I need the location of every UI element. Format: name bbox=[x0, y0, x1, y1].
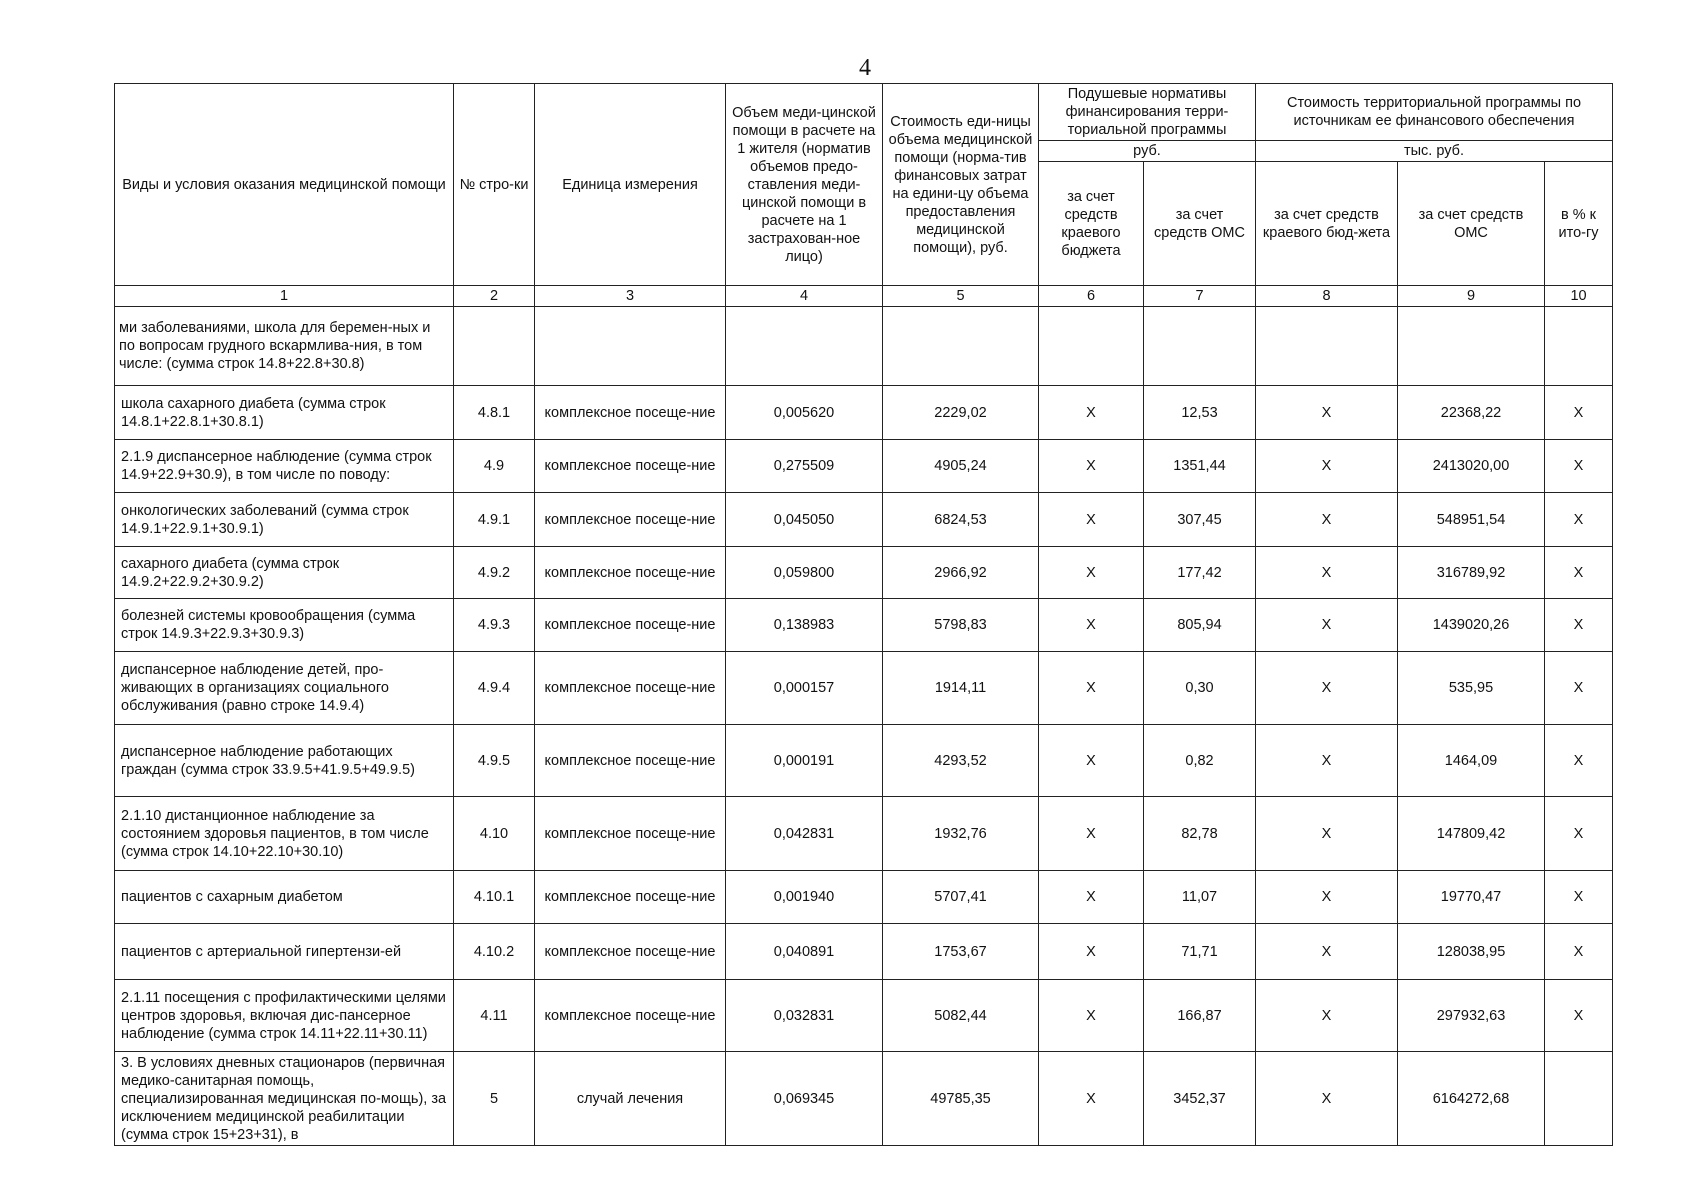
row-volume: 0,005620 bbox=[726, 386, 883, 440]
row-unit-cost: 1932,76 bbox=[883, 797, 1039, 871]
row-percent bbox=[1545, 1052, 1613, 1146]
row-line-number: 4.10.2 bbox=[454, 924, 535, 980]
header-norm-regional-budget: за счет средств краевого бюджета bbox=[1039, 162, 1144, 286]
header-program-cost-group: Стоимость территориальной программы по источникам ее финансового обеспечения bbox=[1256, 84, 1613, 141]
header-norm-oms: за счет средств ОМС bbox=[1144, 162, 1256, 286]
row-norm-regional-budget: X bbox=[1039, 797, 1144, 871]
row-norm-oms: 0,30 bbox=[1144, 652, 1256, 725]
row-unit: комплексное посеще-ние bbox=[535, 924, 726, 980]
row-unit-cost: 2966,92 bbox=[883, 547, 1039, 599]
column-number: 5 bbox=[883, 286, 1039, 307]
row-name: 2.1.10 дистанционное наблюдение за состоянием здоровья пациентов, в том числе (сумма строк 14.10+22.10+30.10) bbox=[115, 797, 454, 871]
row-norm-oms: 166,87 bbox=[1144, 980, 1256, 1052]
row-percent: X bbox=[1545, 871, 1613, 924]
row-volume: 0,069345 bbox=[726, 1052, 883, 1146]
header-type-of-care: Виды и условия оказания медицинской помощи bbox=[115, 84, 454, 286]
column-number: 10 bbox=[1545, 286, 1613, 307]
column-number: 8 bbox=[1256, 286, 1398, 307]
row-unit-cost: 4293,52 bbox=[883, 725, 1039, 797]
row-unit: случай лечения bbox=[535, 1052, 726, 1146]
row-total-oms: 316789,92 bbox=[1398, 547, 1545, 599]
row-percent: X bbox=[1545, 493, 1613, 547]
row-unit: комплексное посеще-ние bbox=[535, 725, 726, 797]
row-unit: комплексное посеще-ние bbox=[535, 797, 726, 871]
column-number: 9 bbox=[1398, 286, 1545, 307]
row-norm-oms: 177,42 bbox=[1144, 547, 1256, 599]
row-norm-oms: 12,53 bbox=[1144, 386, 1256, 440]
row-norm-oms: 3452,37 bbox=[1144, 1052, 1256, 1146]
row-line-number bbox=[454, 307, 535, 386]
row-unit: комплексное посеще-ние bbox=[535, 386, 726, 440]
table-row bbox=[115, 725, 1613, 797]
column-number: 2 bbox=[454, 286, 535, 307]
column-number-row bbox=[115, 286, 1613, 307]
row-line-number: 4.9.5 bbox=[454, 725, 535, 797]
row-volume: 0,045050 bbox=[726, 493, 883, 547]
row-volume: 0,000157 bbox=[726, 652, 883, 725]
table-row bbox=[115, 386, 1613, 440]
row-volume: 0,059800 bbox=[726, 547, 883, 599]
row-norm-oms: 307,45 bbox=[1144, 493, 1256, 547]
row-total-oms bbox=[1398, 307, 1545, 386]
table-row bbox=[115, 440, 1613, 493]
row-norm-oms: 11,07 bbox=[1144, 871, 1256, 924]
row-norm-regional-budget bbox=[1039, 307, 1144, 386]
row-line-number: 4.9.4 bbox=[454, 652, 535, 725]
row-total-regional-budget: X bbox=[1256, 547, 1398, 599]
row-line-number: 5 bbox=[454, 1052, 535, 1146]
row-total-oms: 548951,54 bbox=[1398, 493, 1545, 547]
row-line-number: 4.9.3 bbox=[454, 599, 535, 652]
row-name: онкологических заболеваний (сумма строк 14.9.1+22.9.1+30.9.1) bbox=[115, 493, 454, 547]
row-unit-cost: 1914,11 bbox=[883, 652, 1039, 725]
table-row bbox=[115, 924, 1613, 980]
row-name: школа сахарного диабета (сумма строк 14.8.1+22.8.1+30.8.1) bbox=[115, 386, 454, 440]
row-volume: 0,040891 bbox=[726, 924, 883, 980]
header-line-number: № стро-ки bbox=[454, 84, 535, 286]
row-percent bbox=[1545, 307, 1613, 386]
row-unit: комплексное посеще-ние bbox=[535, 652, 726, 725]
row-norm-regional-budget: X bbox=[1039, 386, 1144, 440]
row-total-oms: 1439020,26 bbox=[1398, 599, 1545, 652]
row-norm-regional-budget: X bbox=[1039, 725, 1144, 797]
row-name: диспансерное наблюдение детей, про-живающих в организациях социального обслуживания (равно строке 14.9.4) bbox=[115, 652, 454, 725]
row-total-regional-budget: X bbox=[1256, 493, 1398, 547]
row-unit: комплексное посеще-ние bbox=[535, 871, 726, 924]
row-total-oms: 2413020,00 bbox=[1398, 440, 1545, 493]
row-unit-cost: 49785,35 bbox=[883, 1052, 1039, 1146]
header-normatives-group: Подушевые нормативы финансирования терри-ториальной программы bbox=[1039, 84, 1256, 141]
row-volume: 0,032831 bbox=[726, 980, 883, 1052]
program-cost-table bbox=[114, 83, 1613, 1146]
column-number: 1 bbox=[115, 286, 454, 307]
column-number: 6 bbox=[1039, 286, 1144, 307]
row-percent: X bbox=[1545, 547, 1613, 599]
table-row bbox=[115, 599, 1613, 652]
row-name: сахарного диабета (сумма строк 14.9.2+22.9.2+30.9.2) bbox=[115, 547, 454, 599]
row-name: ми заболеваниями, школа для беремен-ных и по вопросам грудного вскармлива-ния, в том числе: (сумма строк 14.8+22.8+30.8) bbox=[115, 307, 454, 386]
header-unit: Единица измерения bbox=[535, 84, 726, 286]
row-unit-cost: 2229,02 bbox=[883, 386, 1039, 440]
row-unit-cost: 1753,67 bbox=[883, 924, 1039, 980]
row-total-regional-budget: X bbox=[1256, 440, 1398, 493]
row-name: болезней системы кровообращения (сумма строк 14.9.3+22.9.3+30.9.3) bbox=[115, 599, 454, 652]
row-total-oms: 297932,63 bbox=[1398, 980, 1545, 1052]
row-unit-cost: 5798,83 bbox=[883, 599, 1039, 652]
row-norm-regional-budget: X bbox=[1039, 924, 1144, 980]
row-name: 2.1.9 диспансерное наблюдение (сумма строк 14.9+22.9+30.9), в том числе по поводу: bbox=[115, 440, 454, 493]
row-norm-oms: 1351,44 bbox=[1144, 440, 1256, 493]
row-unit: комплексное посеще-ние bbox=[535, 599, 726, 652]
row-norm-regional-budget: X bbox=[1039, 652, 1144, 725]
table-row bbox=[115, 797, 1613, 871]
row-line-number: 4.10 bbox=[454, 797, 535, 871]
row-norm-regional-budget: X bbox=[1039, 493, 1144, 547]
row-total-regional-budget: X bbox=[1256, 725, 1398, 797]
row-total-regional-budget bbox=[1256, 307, 1398, 386]
row-norm-oms: 71,71 bbox=[1144, 924, 1256, 980]
row-line-number: 4.10.1 bbox=[454, 871, 535, 924]
row-total-oms: 128038,95 bbox=[1398, 924, 1545, 980]
row-name: пациентов с сахарным диабетом bbox=[115, 871, 454, 924]
row-total-oms: 147809,42 bbox=[1398, 797, 1545, 871]
table-row bbox=[115, 547, 1613, 599]
row-norm-regional-budget: X bbox=[1039, 980, 1144, 1052]
row-total-regional-budget: X bbox=[1256, 599, 1398, 652]
header-program-cost-unit: тыс. руб. bbox=[1256, 141, 1613, 162]
row-total-regional-budget: X bbox=[1256, 797, 1398, 871]
row-unit-cost: 6824,53 bbox=[883, 493, 1039, 547]
column-number: 4 bbox=[726, 286, 883, 307]
row-volume: 0,042831 bbox=[726, 797, 883, 871]
row-line-number: 4.11 bbox=[454, 980, 535, 1052]
row-total-oms: 22368,22 bbox=[1398, 386, 1545, 440]
header-total-oms: за счет средств ОМС bbox=[1398, 162, 1545, 286]
row-percent: X bbox=[1545, 440, 1613, 493]
row-unit-cost bbox=[883, 307, 1039, 386]
row-percent: X bbox=[1545, 797, 1613, 871]
row-total-regional-budget: X bbox=[1256, 924, 1398, 980]
row-line-number: 4.9 bbox=[454, 440, 535, 493]
row-volume: 0,001940 bbox=[726, 871, 883, 924]
row-line-number: 4.9.2 bbox=[454, 547, 535, 599]
row-unit: комплексное посеще-ние bbox=[535, 440, 726, 493]
row-norm-oms: 0,82 bbox=[1144, 725, 1256, 797]
row-total-regional-budget: X bbox=[1256, 871, 1398, 924]
row-total-regional-budget: X bbox=[1256, 386, 1398, 440]
row-norm-regional-budget: X bbox=[1039, 547, 1144, 599]
row-norm-regional-budget: X bbox=[1039, 871, 1144, 924]
row-line-number: 4.9.1 bbox=[454, 493, 535, 547]
table-row bbox=[115, 307, 1613, 386]
row-unit-cost: 5707,41 bbox=[883, 871, 1039, 924]
row-norm-oms bbox=[1144, 307, 1256, 386]
header-unit-cost: Стоимость еди-ницы объема медицинской помощи (норма-тив финансовых затрат на едини-цу объема предоставления медицинской помощи), руб. bbox=[883, 84, 1039, 286]
header-normatives-unit: руб. bbox=[1039, 141, 1256, 162]
page-number: 4 bbox=[859, 55, 871, 81]
table-row bbox=[115, 493, 1613, 547]
row-unit: комплексное посеще-ние bbox=[535, 980, 726, 1052]
row-unit: комплексное посеще-ние bbox=[535, 547, 726, 599]
row-volume: 0,000191 bbox=[726, 725, 883, 797]
row-percent: X bbox=[1545, 980, 1613, 1052]
row-norm-oms: 805,94 bbox=[1144, 599, 1256, 652]
row-norm-regional-budget: X bbox=[1039, 440, 1144, 493]
row-total-oms: 1464,09 bbox=[1398, 725, 1545, 797]
row-unit bbox=[535, 307, 726, 386]
row-volume: 0,275509 bbox=[726, 440, 883, 493]
table-row bbox=[115, 652, 1613, 725]
column-number: 7 bbox=[1144, 286, 1256, 307]
row-name: диспансерное наблюдение работающих граждан (сумма строк 33.9.5+41.9.5+49.9.5) bbox=[115, 725, 454, 797]
table-row bbox=[115, 1052, 1613, 1146]
row-percent: X bbox=[1545, 924, 1613, 980]
header-percent: в % к ито-гу bbox=[1545, 162, 1613, 286]
row-norm-oms: 82,78 bbox=[1144, 797, 1256, 871]
row-unit-cost: 4905,24 bbox=[883, 440, 1039, 493]
header-total-regional-budget: за счет средств краевого бюд-жета bbox=[1256, 162, 1398, 286]
row-percent: X bbox=[1545, 599, 1613, 652]
row-total-oms: 535,95 bbox=[1398, 652, 1545, 725]
row-volume bbox=[726, 307, 883, 386]
row-total-regional-budget: X bbox=[1256, 1052, 1398, 1146]
row-name: 2.1.11 посещения с профилактическими целями центров здоровья, включая дис-пансерное наблюдение (сумма строк 14.11+22.11+30.11) bbox=[115, 980, 454, 1052]
row-norm-regional-budget: X bbox=[1039, 599, 1144, 652]
row-line-number: 4.8.1 bbox=[454, 386, 535, 440]
row-total-regional-budget: X bbox=[1256, 652, 1398, 725]
row-total-regional-budget: X bbox=[1256, 980, 1398, 1052]
row-name: 3. В условиях дневных стационаров (первичная медико-санитарная помощь, специализированная медицинская по-мощь), за исключением медицинской реабилитации (сумма строк 15+23+31), в bbox=[115, 1052, 454, 1146]
column-number: 3 bbox=[535, 286, 726, 307]
row-total-oms: 19770,47 bbox=[1398, 871, 1545, 924]
row-unit-cost: 5082,44 bbox=[883, 980, 1039, 1052]
row-total-oms: 6164272,68 bbox=[1398, 1052, 1545, 1146]
row-percent: X bbox=[1545, 652, 1613, 725]
row-name: пациентов с артериальной гипертензи-ей bbox=[115, 924, 454, 980]
row-unit: комплексное посеще-ние bbox=[535, 493, 726, 547]
row-percent: X bbox=[1545, 386, 1613, 440]
row-volume: 0,138983 bbox=[726, 599, 883, 652]
table-row bbox=[115, 980, 1613, 1052]
row-norm-regional-budget: X bbox=[1039, 1052, 1144, 1146]
row-percent: X bbox=[1545, 725, 1613, 797]
header-volume: Объем меди-цинской помощи в расчете на 1 жителя (норматив объемов предо-ставления меди-цинской помощи в расчете на 1 застрахован-ное лицо) bbox=[726, 84, 883, 286]
table-row bbox=[115, 871, 1613, 924]
table-body bbox=[115, 307, 1613, 1146]
